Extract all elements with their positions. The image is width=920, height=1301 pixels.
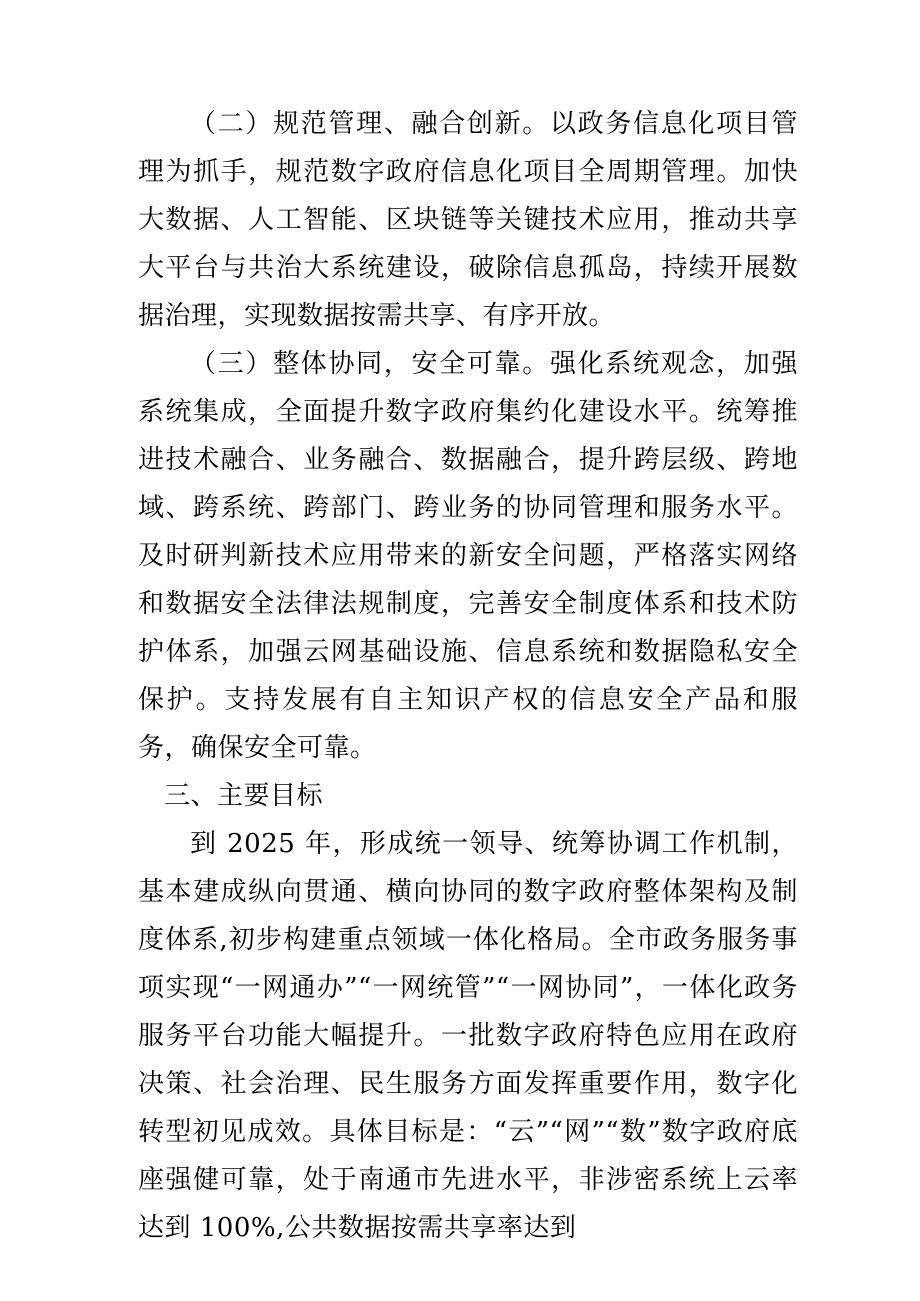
section-heading-main-goals: 三、主要目标 (164, 781, 324, 811)
paragraph-main-goals: 到 2025 年，形成统一领导、统筹协调工作机制，基本建成纵向贯通、横向协同的数字政府整体架构及制度体系,初步构建重点领域一体化格局。全市政务服务事项实现“一网通办”“一网统管”“一网协同”，一体化政务服务平台功能大幅提升。一批数字政府特色应用在政府决策、社会治理、民生服务方面发挥重要作用，数字化转型初见成效。具体目标是：“云”“网”“数”数字政府底座强健可靠，处于南通市先进水平，非涉密系统上云率达到 100%,公共数据按需共享率达到 (138, 829, 798, 1243)
paragraph-overall-coordination: （三）整体协同，安全可靠。强化系统观念，加强系统集成，全面提升数字政府集约化建设水平。统筹推进技术融合、业务融合、数据融合，提升跨层级、跨地域、跨系统、跨部门、跨业务的协同管理和服务水平。及时研判新技术应用带来的新安全问题，严格落实网络和数据安全法律法规制度，完善安全制度体系和技术防护体系，加强云网基础设施、信息系统和数据隐私安全保护。支持发展有自主知识产权的信息安全产品和服务，确保安全可靠。 (138, 349, 798, 763)
document-body (138, 100, 798, 1252)
paragraph-standardized-management: （二）规范管理、融合创新。以政务信息化项目管理为抓手，规范数字政府信息化项目全周期管理。加快大数据、人工智能、区块链等关键技术应用，推动共享大平台与共治大系统建设，破除信息孤岛，持续开展数据治理，实现数据按需共享、有序开放。 (138, 109, 798, 331)
